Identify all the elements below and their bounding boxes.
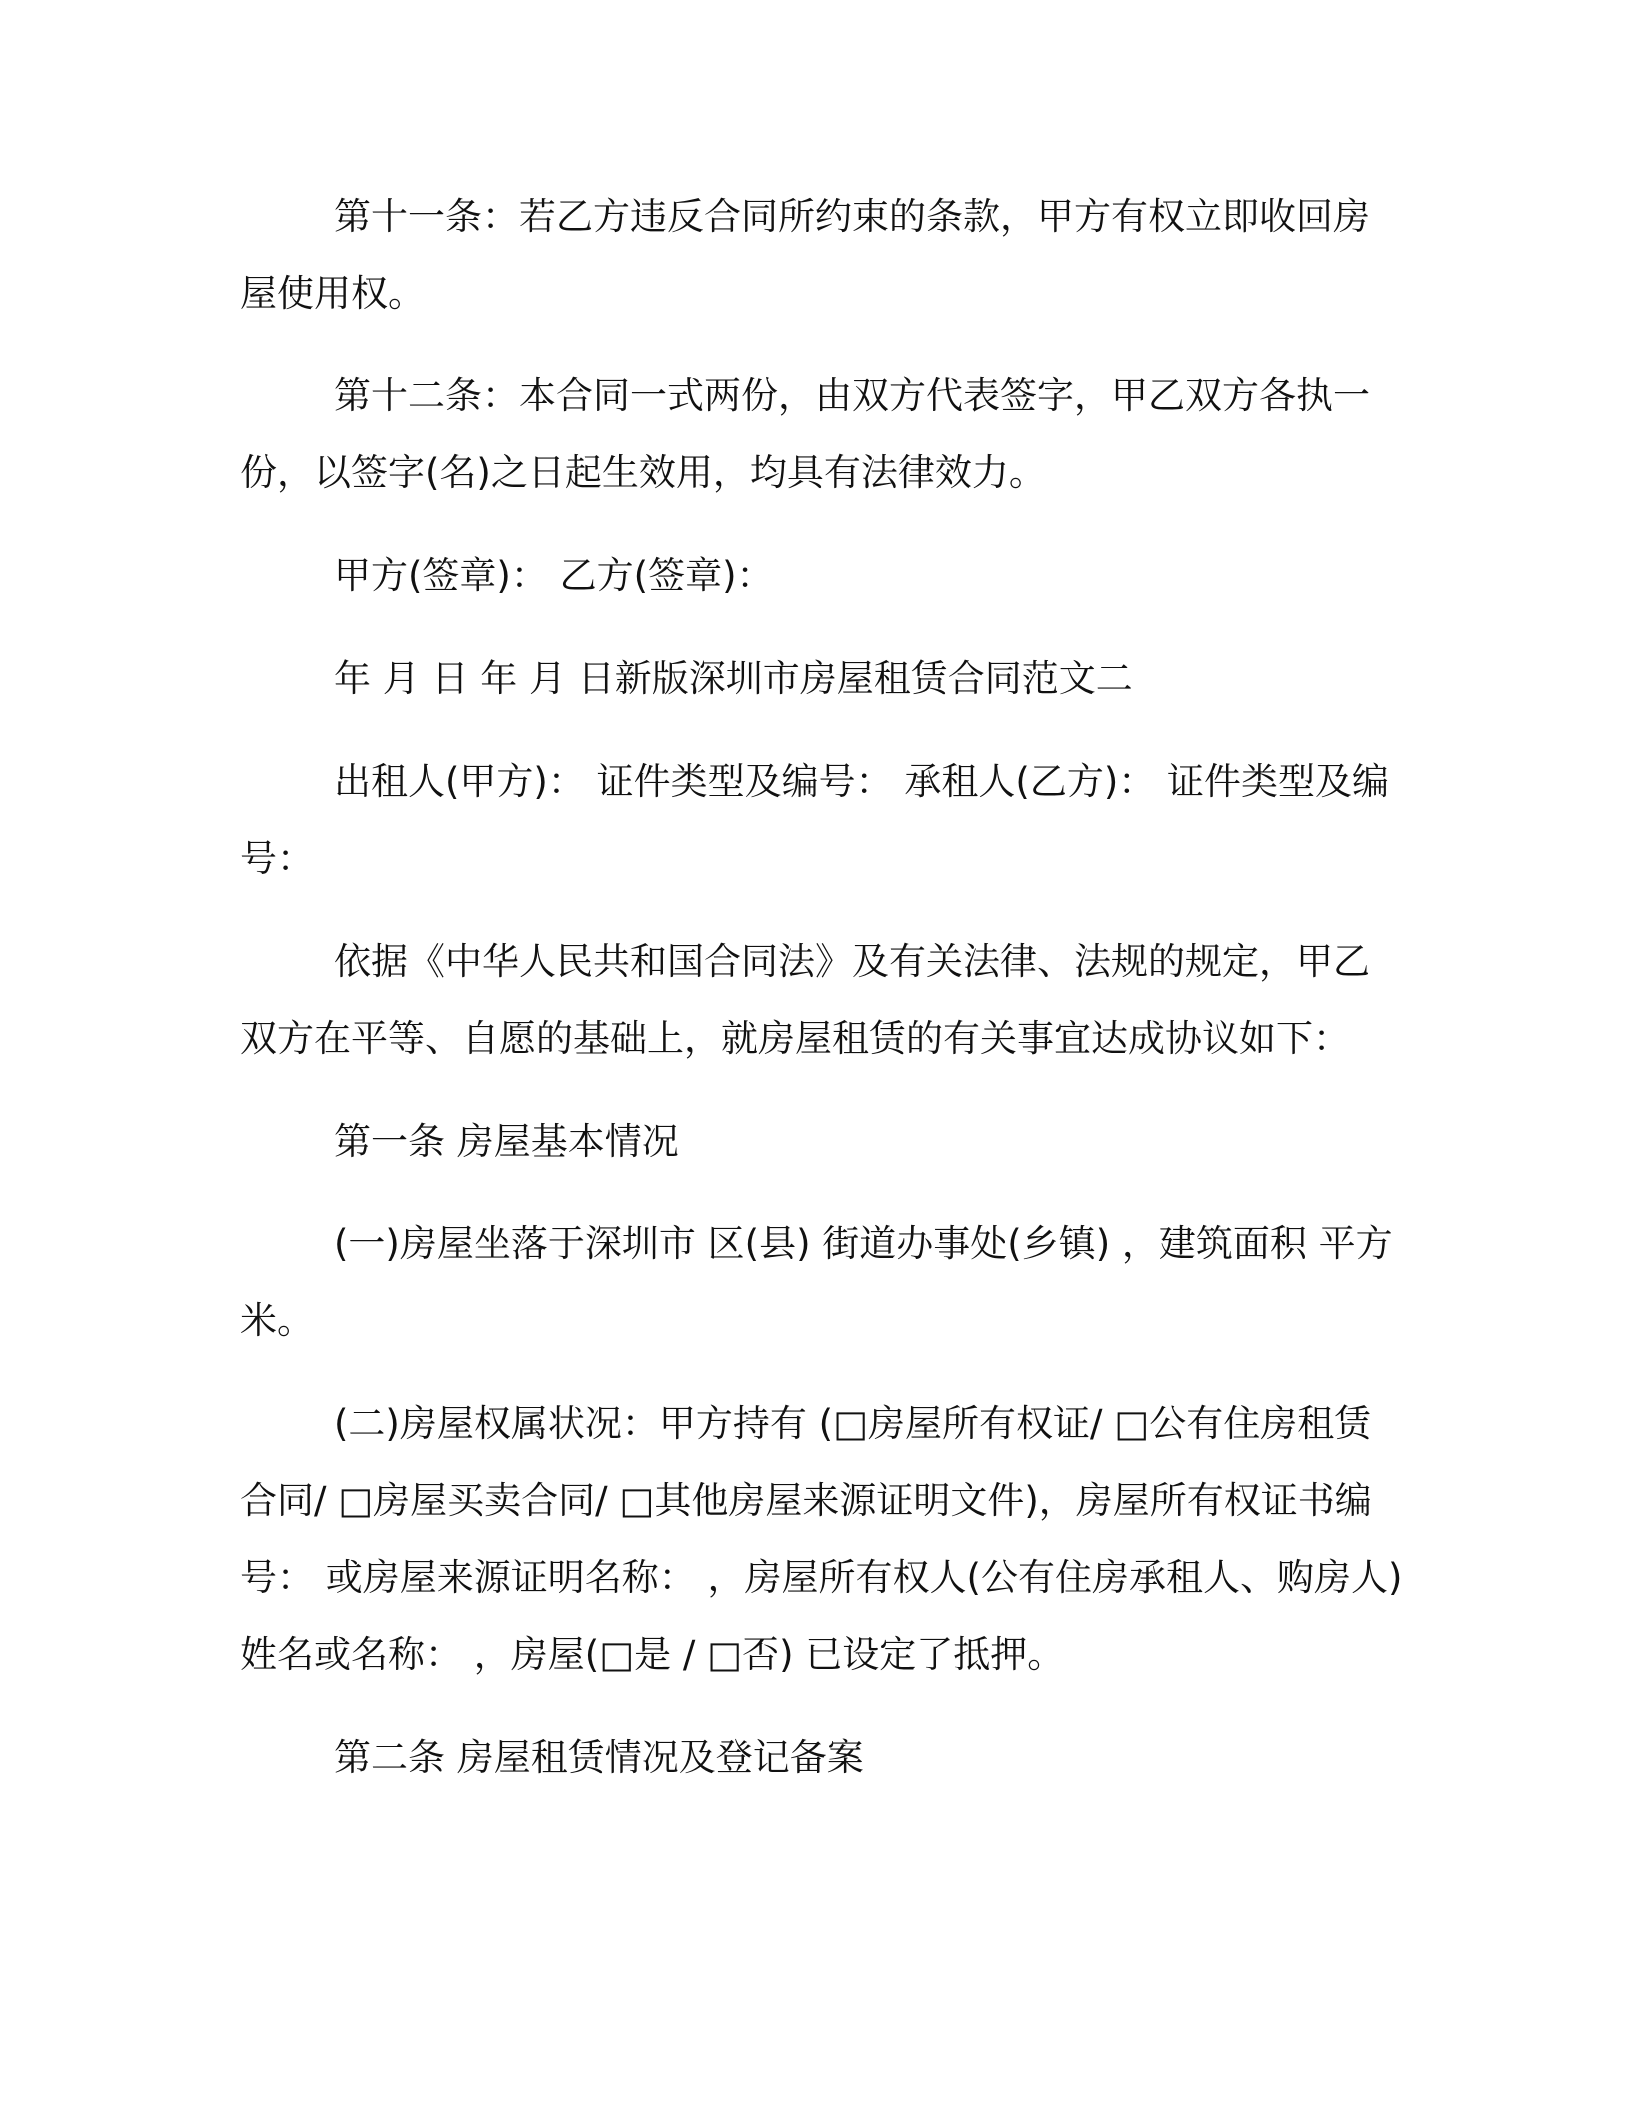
clause-11-line-1: 第十一条：若乙方违反合同所约束的条款，甲方有权立即收回房 bbox=[334, 195, 1370, 238]
parties-line-1: 出租人(甲方)： 证件类型及编号： 承租人(乙方)： 证件类型及编 bbox=[334, 760, 1390, 803]
article-1-item-1-line-2: 米。 bbox=[240, 1299, 314, 1342]
clause-11-line-2: 屋使用权。 bbox=[240, 272, 425, 315]
clause-12-line-2: 份，以签字(名)之日起生效用，均具有法律效力。 bbox=[240, 451, 1046, 494]
clause-12-line-1: 第十二条：本合同一式两份，由双方代表签字，甲乙双方各执一 bbox=[334, 374, 1370, 417]
parties-line-2: 号： bbox=[240, 837, 314, 880]
signature-line: 甲方(签章)： 乙方(签章)： bbox=[334, 554, 774, 597]
preamble-line-2: 双方在平等、自愿的基础上，就房屋租赁的有关事宜达成协议如下： bbox=[240, 1017, 1350, 1060]
preamble-line-1: 依据《中华人民共和国合同法》及有关法律、法规的规定，甲乙 bbox=[334, 940, 1370, 983]
article-1-item-1-line-1: (一)房屋坐落于深圳市 区(县) 街道办事处(乡镇) ，建筑面积 平方 bbox=[334, 1222, 1393, 1265]
article-1-item-2-line-3: 号： 或房屋来源证明名称： ，房屋所有权人(公有住房承租人、购房人) bbox=[240, 1556, 1403, 1599]
article-1-item-2-line-2: 合同/ □房屋买卖合同/ □其他房屋来源证明文件)，房屋所有权证书编 bbox=[240, 1479, 1372, 1522]
article-1-item-2-line-1: (二)房屋权属状况：甲方持有 (□房屋所有权证/ □公有住房租赁 bbox=[334, 1402, 1372, 1445]
date-and-title-line: 年 月 日 年 月 日新版深圳市房屋租赁合同范文二 bbox=[334, 657, 1133, 700]
article-1-item-2-line-4: 姓名或名称： ，房屋(□是 / □否) 已设定了抵押。 bbox=[240, 1633, 1065, 1676]
article-2-heading: 第二条 房屋租赁情况及登记备案 bbox=[334, 1736, 864, 1779]
article-1-heading: 第一条 房屋基本情况 bbox=[334, 1120, 679, 1163]
